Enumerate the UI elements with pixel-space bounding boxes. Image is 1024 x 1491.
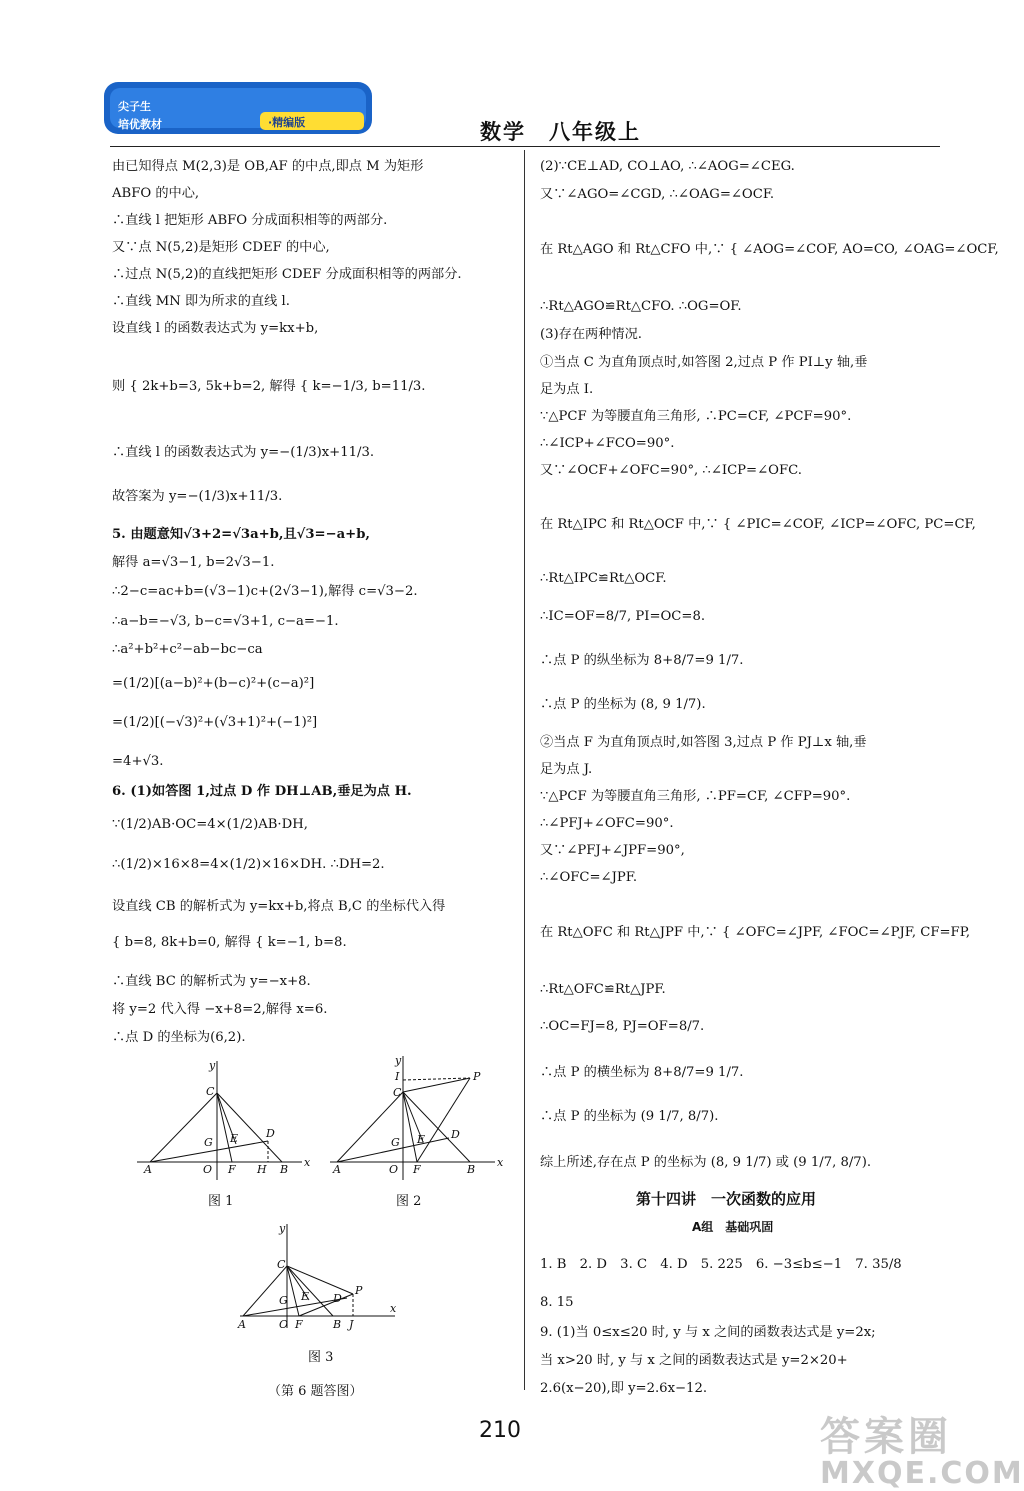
text-line: ∴Rt△OFC≌Rt△JPF. bbox=[540, 982, 666, 997]
answer-line: 8. 15 bbox=[540, 1295, 574, 1310]
svg-text:G: G bbox=[204, 1136, 213, 1149]
svg-text:H: H bbox=[257, 1163, 267, 1176]
text-line: ∴∠PFJ+∠OFC=90°. bbox=[540, 816, 674, 831]
text-line: =4+√3. bbox=[112, 754, 164, 769]
text-line: 综上所述,存在点 P 的坐标为 (8, 9 1/7) 或 (9 1/7, 8/7). bbox=[540, 1155, 872, 1170]
text-line: ∴(1/2)×16×8=4×(1/2)×16×DH. ∴DH=2. bbox=[112, 857, 385, 872]
text-line: 将 y=2 代入得 −x+8=2,解得 x=6. bbox=[112, 1002, 328, 1017]
svg-text:D: D bbox=[333, 1292, 342, 1305]
section-title: 第十四讲 一次函数的应用 bbox=[636, 1190, 817, 1208]
text-line: ∴a−b=−√3, b−c=√3+1, c−a=−1. bbox=[112, 614, 339, 629]
page-number: 210 bbox=[479, 1418, 521, 1443]
text-line: (2)∵CE⊥AD, CO⊥AO, ∴∠AOG=∠CEG. bbox=[540, 159, 795, 174]
svg-text:A: A bbox=[144, 1163, 152, 1176]
watermark bbox=[820, 1405, 1024, 1491]
text-line: ∴∠ICP+∠FCO=90°. bbox=[540, 436, 675, 451]
answer-line: 2.6(x−20),即 y=2.6x−12. bbox=[540, 1381, 708, 1396]
figure-1 bbox=[132, 1055, 312, 1185]
text-line: 设直线 l 的函数表达式为 y=kx+b, bbox=[112, 321, 319, 336]
section-subtitle: A组 基础巩固 bbox=[692, 1220, 774, 1234]
svg-text:O: O bbox=[389, 1163, 399, 1176]
answer-line: 1. B 2. D 3. C 4. D 5. 225 6. −3≤b≤−1 7. 35/8 bbox=[540, 1257, 902, 1272]
svg-text:C: C bbox=[277, 1258, 286, 1271]
svg-text:培优教材: 培优教材 bbox=[118, 118, 162, 131]
text-line: ∴点 P 的纵坐标为 8+8/7=9 1/7. bbox=[540, 653, 744, 668]
svg-text:F: F bbox=[295, 1318, 303, 1331]
answer-line: 9. (1)当 0≤x≤20 时, y 与 x 之间的函数表达式是 y=2x; bbox=[540, 1325, 876, 1340]
text-line: 设直线 CB 的解析式为 y=kx+b,将点 B,C 的坐标代入得 bbox=[112, 899, 446, 914]
text-line: ∴2−c=ac+b=(√3−1)c+(2√3−1),解得 c=√3−2. bbox=[112, 584, 418, 599]
text-line: ∴直线 l 的函数表达式为 y=−(1/3)x+11/3. bbox=[112, 445, 375, 460]
text-line: ∴过点 N(5,2)的直线把矩形 CDEF 分成面积相等的两部分. bbox=[112, 267, 462, 282]
text-line: 又∵∠OCF+∠OFC=90°, ∴∠ICP=∠OFC. bbox=[540, 463, 802, 478]
text-line: ①当点 C 为直角顶点时,如答图 2,过点 P 作 PI⊥y 轴,垂 bbox=[540, 355, 868, 370]
svg-text:·精编版: ·精编版 bbox=[268, 116, 306, 129]
svg-text:D: D bbox=[451, 1128, 460, 1141]
system-equations: { b=8, 8k+b=0, 解得 { k=−1, b=8. bbox=[112, 935, 347, 950]
svg-text:C: C bbox=[206, 1085, 215, 1098]
svg-text:y: y bbox=[209, 1059, 216, 1072]
svg-text:B: B bbox=[333, 1318, 342, 1331]
svg-text:B: B bbox=[467, 1163, 476, 1176]
svg-text:y: y bbox=[395, 1054, 402, 1067]
svg-text:O: O bbox=[279, 1318, 289, 1331]
watermark-line-2: MXQE.COM bbox=[820, 1456, 1024, 1491]
text-line: ∴Rt△AGO≌Rt△CFO. ∴OG=OF. bbox=[540, 299, 742, 314]
text-line: ∴点 P 的横坐标为 8+8/7=9 1/7. bbox=[540, 1065, 744, 1080]
svg-text:E: E bbox=[230, 1132, 239, 1145]
figure-caption: （第 6 题答图） bbox=[268, 1384, 363, 1399]
text-line: ∴点 D 的坐标为(6,2). bbox=[112, 1030, 246, 1045]
text-line: (3)存在两种情况. bbox=[540, 327, 642, 342]
svg-text:B: B bbox=[280, 1163, 289, 1176]
text-line: ABFO 的中心, bbox=[112, 186, 200, 201]
svg-text:J: J bbox=[349, 1318, 354, 1331]
text-line: ∴∠OFC=∠JPF. bbox=[540, 870, 638, 885]
text-line: ∵△PCF 为等腰直角三角形, ∴PC=CF, ∠PCF=90°. bbox=[540, 409, 852, 424]
svg-text:F: F bbox=[228, 1163, 236, 1176]
svg-text:G: G bbox=[279, 1294, 288, 1307]
svg-text:D: D bbox=[266, 1127, 275, 1140]
svg-text:y: y bbox=[279, 1222, 286, 1235]
text-line: ∵(1/2)AB·OC=4×(1/2)AB·DH, bbox=[112, 817, 308, 832]
figure-3 bbox=[235, 1218, 405, 1333]
svg-text:A: A bbox=[238, 1318, 246, 1331]
figure-3-label: 图 3 bbox=[308, 1350, 334, 1365]
problem-5: 5. 由题意知√3+2=√3a+b,且√3=−a+b, bbox=[112, 527, 371, 542]
text-line: 故答案为 y=−(1/3)x+11/3. bbox=[112, 489, 283, 504]
svg-text:尖子生: 尖子生 bbox=[118, 100, 151, 113]
figure-2 bbox=[325, 1050, 505, 1185]
svg-text:P: P bbox=[355, 1284, 363, 1297]
figure-2-label: 图 2 bbox=[396, 1194, 422, 1209]
text-line: ∴IC=OF=8/7, PI=OC=8. bbox=[540, 609, 706, 624]
book-logo bbox=[100, 72, 390, 142]
text-line: 又∵点 N(5,2)是矩形 CDEF 的中心, bbox=[112, 240, 330, 255]
svg-text:A: A bbox=[333, 1163, 341, 1176]
svg-text:x: x bbox=[304, 1156, 311, 1169]
text-line: ∴直线 MN 即为所求的直线 l. bbox=[112, 294, 290, 309]
page-header bbox=[100, 72, 920, 152]
congruence-conditions: 在 Rt△OFC 和 Rt△JPF 中,∵ { ∠OFC=∠JPF, ∠FOC=∠PJF, CF=FP, bbox=[540, 925, 971, 940]
figure-1-label: 图 1 bbox=[208, 1194, 234, 1209]
text-line: ∴OC=FJ=8, PJ=OF=8/7. bbox=[540, 1019, 705, 1034]
text-line: 又∵∠PFJ+∠JPF=90°, bbox=[540, 843, 685, 858]
svg-text:F: F bbox=[413, 1163, 421, 1176]
text-line: 足为点 J. bbox=[540, 762, 593, 777]
subject-title: 数学 八年级上 bbox=[480, 120, 641, 144]
congruence-conditions: 在 Rt△AGO 和 Rt△CFO 中,∵ { ∠AOG=∠COF, AO=CO, ∠OAG=∠OCF, bbox=[540, 242, 999, 257]
text-line: ∴Rt△IPC≌Rt△OCF. bbox=[540, 571, 667, 586]
text-line: ②当点 F 为直角顶点时,如答图 3,过点 P 作 PJ⊥x 轴,垂 bbox=[540, 735, 867, 750]
congruence-conditions: 在 Rt△IPC 和 Rt△OCF 中,∵ { ∠PIC=∠COF, ∠ICP=∠OFC, PC=CF, bbox=[540, 517, 976, 532]
text-line: ∴a²+b²+c²−ab−bc−ca bbox=[112, 642, 263, 657]
text-line: =(1/2)[(−√3)²+(√3+1)²+(−1)²] bbox=[112, 715, 318, 730]
text-line: ∴点 P 的坐标为 (8, 9 1/7). bbox=[540, 697, 706, 712]
header-rule bbox=[110, 146, 940, 147]
answer-line: 当 x>20 时, y 与 x 之间的函数表达式是 y=2×20+ bbox=[540, 1353, 848, 1368]
svg-text:x: x bbox=[390, 1302, 397, 1315]
text-line: 由已知得点 M(2,3)是 OB,AF 的中点,即点 M 为矩形 bbox=[112, 159, 424, 174]
watermark-line-1: 答案圈 bbox=[820, 1414, 952, 1460]
text-line: ∵△PCF 为等腰直角三角形, ∴PF=CF, ∠CFP=90°. bbox=[540, 789, 851, 804]
text-line: ∴直线 BC 的解析式为 y=−x+8. bbox=[112, 974, 311, 989]
problem-6: 6. (1)如答图 1,过点 D 作 DH⊥AB,垂足为点 H. bbox=[112, 784, 412, 799]
svg-text:P: P bbox=[473, 1070, 481, 1083]
svg-text:I: I bbox=[395, 1070, 400, 1083]
svg-text:O: O bbox=[203, 1163, 213, 1176]
text-line: 解得 a=√3−1, b=2√3−1. bbox=[112, 555, 275, 570]
svg-text:C: C bbox=[393, 1086, 402, 1099]
svg-text:G: G bbox=[391, 1136, 400, 1149]
system-equations: 则 { 2k+b=3, 5k+b=2, 解得 { k=−1/3, b=11/3. bbox=[112, 379, 426, 394]
text-line: 足为点 I. bbox=[540, 382, 594, 397]
text-line: ∴点 P 的坐标为 (9 1/7, 8/7). bbox=[540, 1109, 719, 1124]
column-divider bbox=[524, 150, 525, 1390]
text-line: 又∵∠AGO=∠CGD, ∴∠OAG=∠OCF. bbox=[540, 187, 775, 202]
text-line: ∴直线 l 把矩形 ABFO 分成面积相等的两部分. bbox=[112, 213, 388, 228]
svg-text:E: E bbox=[417, 1133, 426, 1146]
svg-text:x: x bbox=[497, 1156, 504, 1169]
svg-text:E: E bbox=[301, 1290, 310, 1303]
text-line: =(1/2)[(a−b)²+(b−c)²+(c−a)²] bbox=[112, 676, 315, 691]
